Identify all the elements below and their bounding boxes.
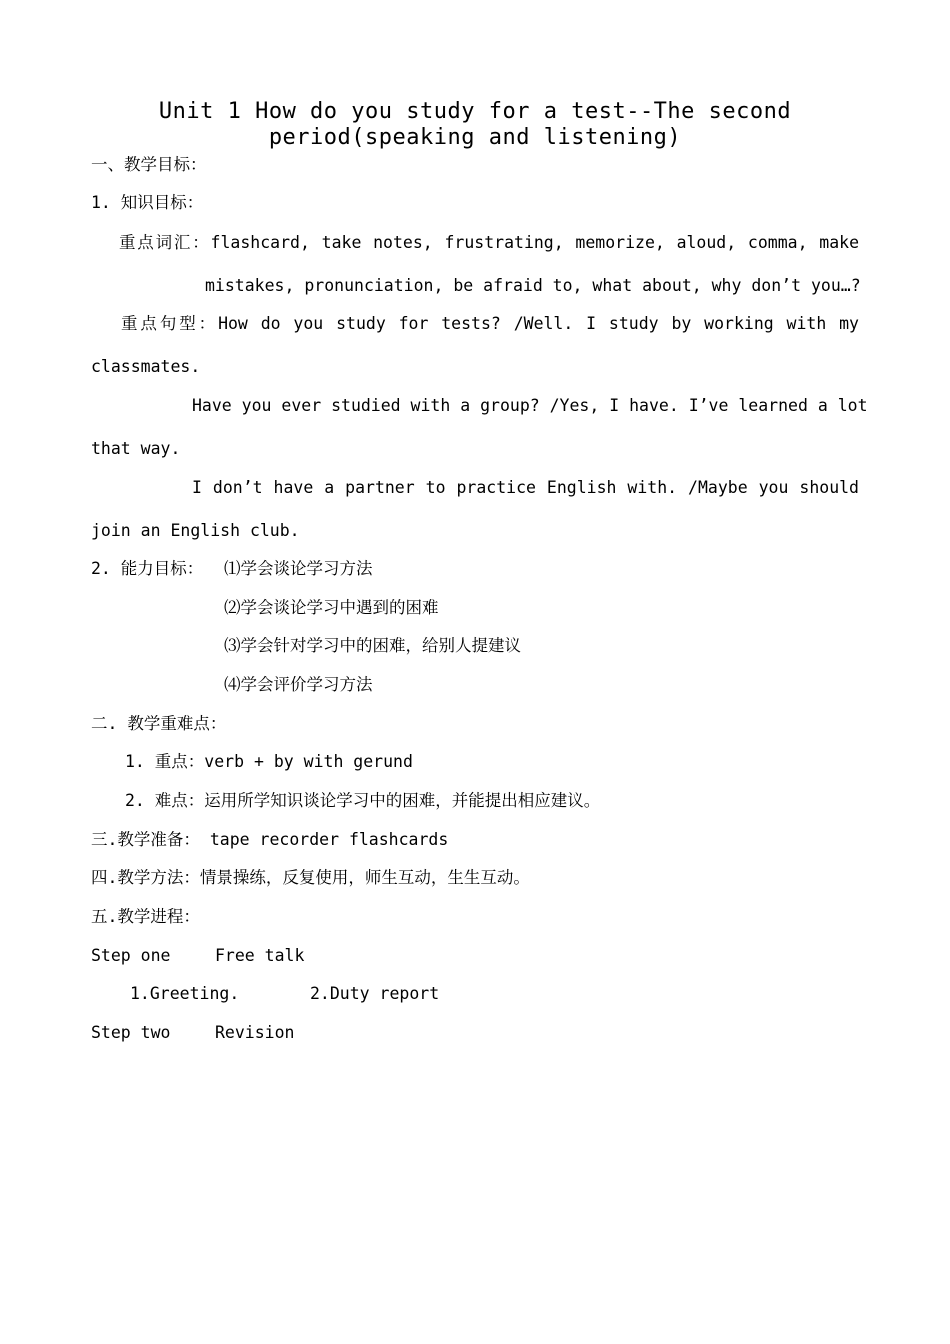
- section-3-teaching-preparation: 三.教学准备： tape recorder flashcards: [91, 830, 449, 849]
- key-sentences-line-3: Have you ever studied with a group? /Yes, I have. I’ve learned a lot: [192, 396, 868, 415]
- knowledge-goals-heading: 1. 知识目标：: [91, 193, 204, 212]
- key-vocabulary-line-1: 重点词汇：flashcard, take notes, frustrating, memorize, aloud, comma, make: [119, 233, 859, 252]
- section-2-heading: 二. 教学重难点：: [91, 714, 227, 733]
- section-4-teaching-methods: 四.教学方法：情景操练，反复使用，师生互动，生生互动。: [91, 868, 530, 887]
- ability-goals-heading: 2. 能力目标：: [91, 559, 204, 578]
- section-5-teaching-process: 五.教学进程：: [91, 907, 200, 926]
- section-1-heading: 一、教学目标：: [91, 155, 207, 174]
- ability-item-1: ⑴学会谈论学习方法: [224, 559, 373, 578]
- step-one-item-2: 2.Duty report: [310, 984, 440, 1003]
- key-point-item: 1. 重点：verb + by with gerund: [125, 752, 413, 771]
- key-sentences-line-6: join an English club.: [91, 521, 300, 540]
- step-two-title: Revision: [215, 1023, 295, 1042]
- ability-item-4: ⑷学会评价学习方法: [224, 675, 373, 694]
- document-title: [140, 99, 810, 151]
- difficult-point-item: 2. 难点：运用所学知识谈论学习中的困难，并能提出相应建议。: [125, 791, 601, 810]
- step-one-title: Free talk: [215, 946, 305, 965]
- key-sentences-line-2: classmates.: [91, 357, 201, 376]
- step-one-item-1: 1.Greeting.: [130, 984, 240, 1003]
- key-sentences-line-4: that way.: [91, 439, 181, 458]
- key-sentences-line-1: 重点句型：How do you study for tests? /Well. I study by working with my: [121, 314, 859, 333]
- ability-item-2: ⑵学会谈论学习中遇到的困难: [224, 598, 439, 617]
- title-line-1: Unit 1 How do you study for a test--The second: [158, 99, 792, 124]
- key-sentences-line-5: I don’t have a partner to practice English with. /Maybe you should: [192, 478, 859, 497]
- step-two-label: Step two: [91, 1023, 171, 1042]
- step-one-label: Step one: [91, 946, 171, 965]
- ability-item-3: ⑶学会针对学习中的困难，给别人提建议: [224, 636, 521, 655]
- title-line-2: period(speaking and listening): [268, 125, 682, 150]
- key-vocabulary-line-2: mistakes, pronunciation, be afraid to, what about, why don’t you…?: [205, 276, 861, 295]
